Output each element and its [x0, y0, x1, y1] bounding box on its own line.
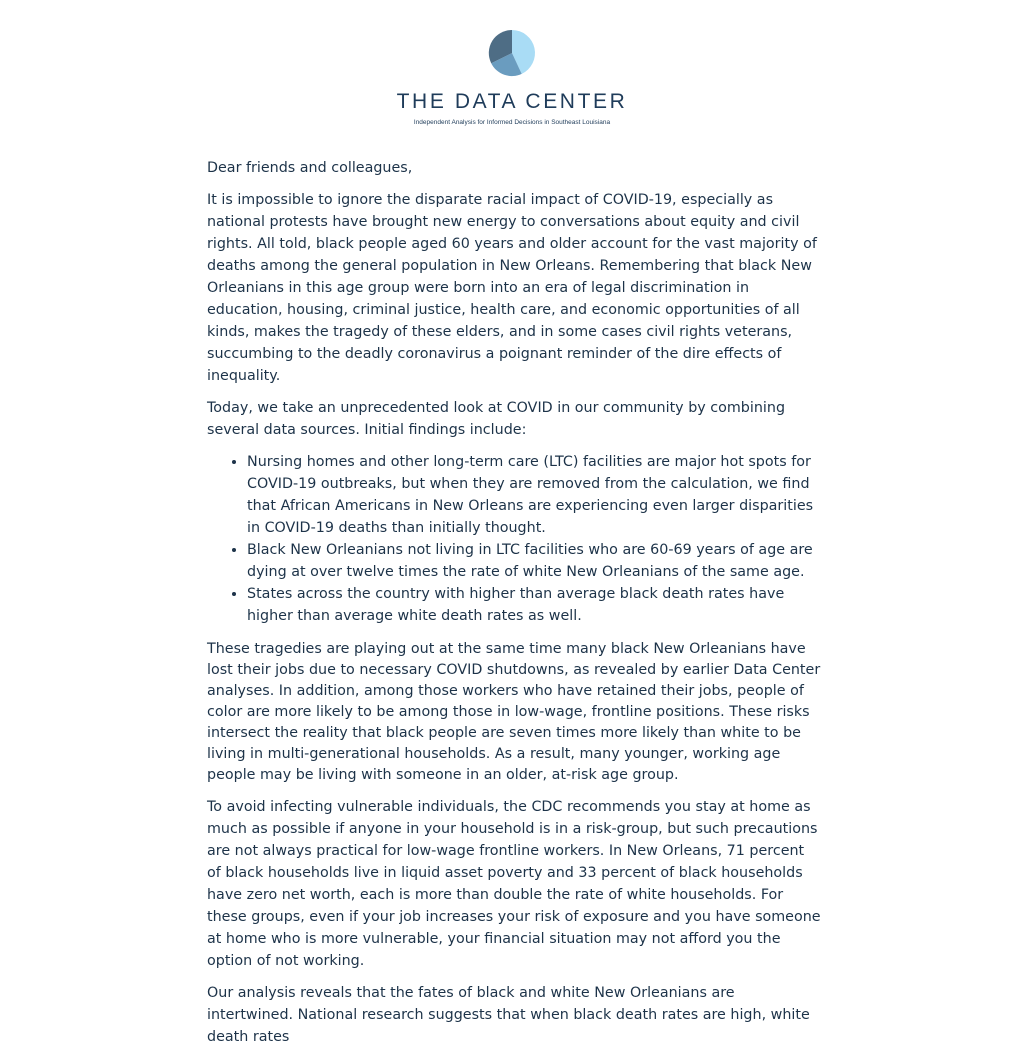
- letter-paragraph: To avoid infecting vulnerable individuals, the CDC recommends you stay at home as much as possible if anyone in your household is in a risk-group, but such precautions are not always practical for low-wage frontline workers. In New Orleans, 71 percent of black households live in liquid asset poverty and 33 percent of black households have zero net worth, each is more than double the rate of white households. For these groups, even if your job increases your risk of exposure and you have someone at home who is more vulnerable, your financial situation may not afford you the option of not working.: [207, 799, 821, 969]
- finding-item: • Black New Orleanians not living in LTC facilities who are 60-69 years of age are dying at over twelve times the rate of white New Orleanians of the same age.: [247, 539, 821, 583]
- brand-tagline: Independent Analysis for Informed Decisions in Southeast Louisiana: [413, 119, 611, 126]
- letter-paragraph: It is impossible to ignore the disparate racial impact of COVID-19, especially as national protests have brought new energy to conversations about equity and civil rights. All told, black people aged 60 years and older account for the vast majority of deaths among the general population in New Orleans. Remembering that black New Orleanians in this age group were born into an era of legal discrimination in education, housing, criminal justice, health care, and economic opportunities of all kinds, makes the tragedy of these elders, and in some cases civil rights veterans, succumbing to the deadly coronavirus a poignant reminder of the dire effects of inequality.: [207, 192, 817, 384]
- finding-item: • Nursing homes and other long-term care (LTC) facilities are major hot spots for COVID-19 outbreaks, but when they are removed from the calculation, we find that African Americans in New Orleans are experiencing even larger disparities in COVID-19 deaths than initially thought.: [247, 451, 821, 539]
- letter-greeting: Dear friends and colleagues,: [207, 160, 413, 176]
- findings-list: [207, 451, 821, 627]
- letter-body: [207, 157, 821, 1058]
- header: [0, 0, 1024, 140]
- pie-logo-icon: [488, 29, 536, 77]
- letter-paragraph: Our analysis reveals that the fates of black and white New Orleanians are intertwined. National research suggests that when black death rates are high, white death rates: [207, 985, 810, 1045]
- letter-paragraph: Today, we take an unprecedented look at COVID in our community by combining several data sources. Initial findings include:: [207, 400, 786, 438]
- finding-item: • States across the country with higher than average black death rates have higher than average white death rates as well.: [247, 583, 821, 627]
- brand-title: THE DATA CENTER: [396, 90, 628, 113]
- letter-paragraph: These tragedies are playing out at the same time many black New Orleanians have lost their jobs due to necessary COVID shutdowns, as revealed by earlier Data Center analyses. In addition, among those workers who have retained their jobs, people of color are more likely to be among those in low-wage, frontline positions. These risks intersect the reality that black people are seven times more likely than white to be living in multi-generational households. As a result, many younger, working age people may be living with someone in an older, at-risk age group.: [207, 641, 821, 783]
